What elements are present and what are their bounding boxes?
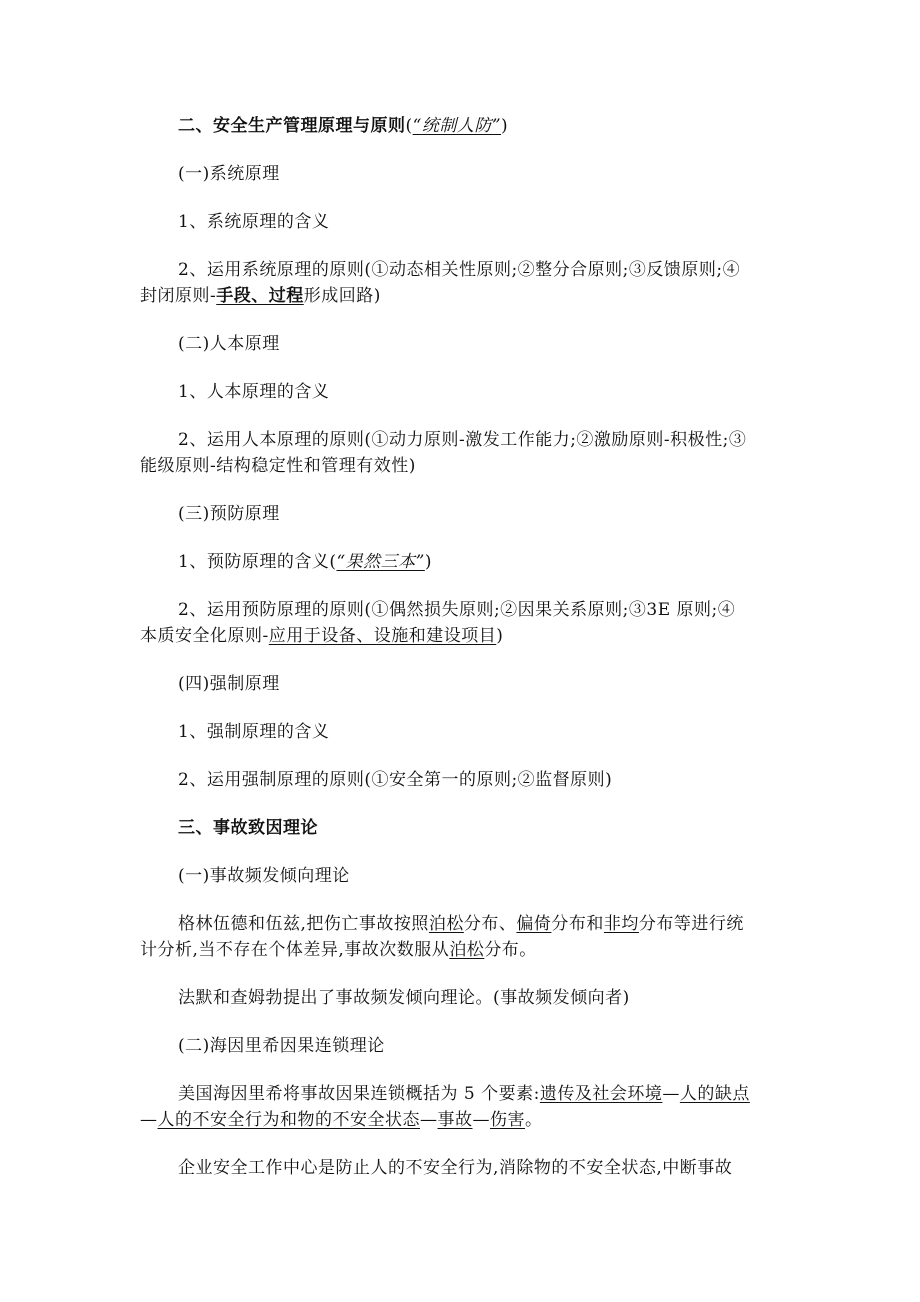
section-3-heading: 三、事故致因理论 <box>178 818 318 838</box>
text-run: 形成回路) <box>303 286 381 306</box>
item-text-continuation <box>140 626 503 646</box>
subsection-title: (四)强制原理 <box>178 674 280 694</box>
mnemonic: “果然三本” <box>336 552 425 572</box>
heading-text: 二、安全生产管理原理与原则 <box>178 116 406 136</box>
underlined-text: 泊松 <box>449 940 485 960</box>
underlined-text: 泊松 <box>428 914 464 934</box>
item-text: 2、运用系统原理的原则(①动态相关性原则;②整分合原则;③反馈原则;④ <box>178 260 741 280</box>
emphasized-text: 手段、过程 <box>216 286 304 306</box>
text-run: 格林伍德和伍兹,把伤亡事故按照 <box>178 914 429 934</box>
paragraph-line: 企业安全工作中心是防止人的不安全行为,消除物的不安全状态,中断事故 <box>178 1158 733 1178</box>
item-text: 2、运用强制原理的原则(①安全第一的原则;②监督原则) <box>178 770 613 790</box>
text-run: 分布。 <box>484 940 537 960</box>
item-text: 1、系统原理的含义 <box>178 212 330 232</box>
underlined-text: 人的缺点 <box>679 1084 750 1104</box>
underlined-text: 偏倚 <box>516 914 552 934</box>
paragraph-line: 法默和查姆勃提出了事故频发倾向理论。(事故频发倾向者) <box>178 988 630 1008</box>
dash: — <box>140 1110 158 1130</box>
item-text-continuation: 能级原则-结构稳定性和管理有效性) <box>140 456 416 476</box>
item-text: 2、运用预防原理的原则(①偶然损失原则;②因果关系原则;③3E 原则;④ <box>178 600 736 620</box>
paragraph-line <box>178 1084 750 1104</box>
dash: — <box>662 1084 680 1104</box>
text-run: ) <box>496 626 504 646</box>
item-text-continuation <box>140 286 381 306</box>
text-run: 分布和 <box>551 914 604 934</box>
item-text: 1、强制原理的含义 <box>178 722 330 742</box>
text-run: 1、预防原理的含义 <box>178 552 330 572</box>
heading-mnemonic: “统制人防” <box>412 116 502 136</box>
paragraph-line <box>178 914 744 934</box>
subsection-title: (一)事故频发倾向理论 <box>178 866 350 886</box>
paragraph-line <box>140 940 537 960</box>
subsection-title: (三)预防原理 <box>178 504 280 524</box>
underlined-text: 遗传及社会环境 <box>539 1084 663 1104</box>
text-run: 本质安全化原则- <box>140 626 269 646</box>
text-run: 封闭原则- <box>140 286 217 306</box>
subsection-title: (二)海因里希因果连锁理论 <box>178 1036 385 1056</box>
section-2-heading <box>178 116 508 136</box>
underlined-text: 应用于设备、设施和建设项目 <box>268 626 497 646</box>
subsection-title: (二)人本原理 <box>178 334 280 354</box>
text-run: 。 <box>525 1110 543 1130</box>
paragraph-line <box>140 1110 543 1130</box>
underlined-text: 事故 <box>437 1110 473 1130</box>
item-text <box>178 552 432 572</box>
heading-paren-open: ( <box>405 116 413 136</box>
text-run: 分布等进行统 <box>638 914 744 934</box>
dash: — <box>472 1110 490 1130</box>
item-text: 1、人本原理的含义 <box>178 382 330 402</box>
underlined-text: 伤害 <box>490 1110 525 1130</box>
underlined-text: 人的不安全行为和物的不安全状态 <box>157 1110 420 1130</box>
heading-paren-close: ) <box>501 116 509 136</box>
underlined-text: 非均 <box>603 914 639 934</box>
dash: — <box>420 1110 438 1130</box>
text-run: 计分析,当不存在个体差异,事故次数服从 <box>140 940 450 960</box>
paren-close: ) <box>424 552 432 572</box>
paren-open: ( <box>329 552 337 572</box>
text-run: 分布、 <box>463 914 517 934</box>
text-run: 美国海因里希将事故因果连锁概括为 5 个要素: <box>178 1084 540 1104</box>
item-text: 2、运用人本原理的原则(①动力原则-激发工作能力;②激励原则-积极性;③ <box>178 430 747 450</box>
subsection-title: (一)系统原理 <box>178 164 280 184</box>
